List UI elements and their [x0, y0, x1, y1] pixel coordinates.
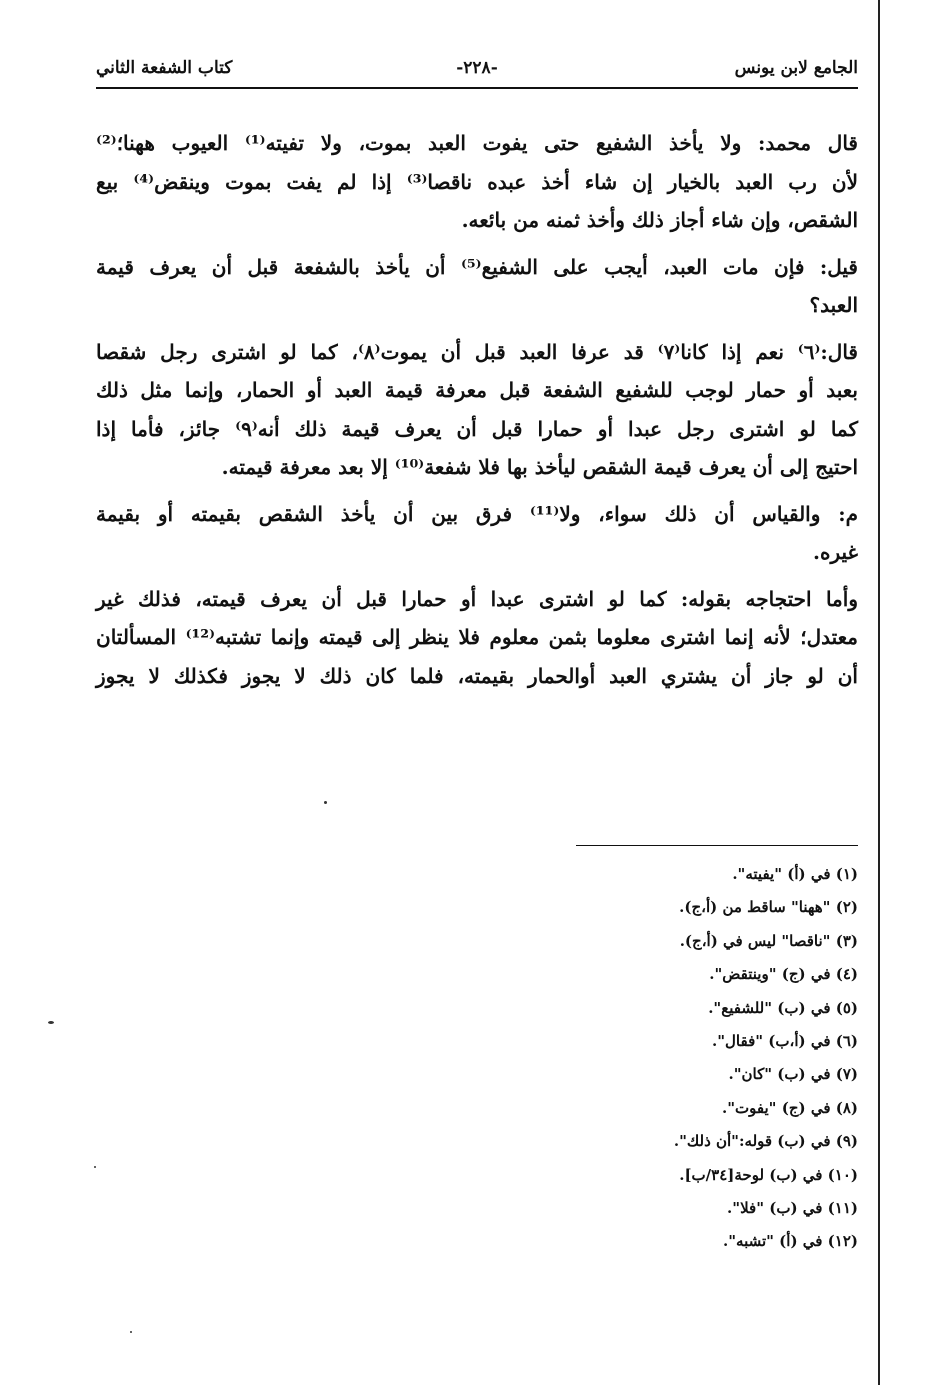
header-book-title: الجامع لابن يونس	[734, 58, 858, 78]
scan-speck	[130, 1331, 132, 1333]
text-line: الشقص، وإن شاء أجاز ذلك وأخذ ثمنه من بائعه.	[461, 208, 858, 232]
footnote-item: (٧) في (ب) "كان".	[728, 1065, 858, 1084]
text-line: كما لو اشترى رجل عبدا أو حمارا قبل أن يعرف قيمة ذلك أنه⁽٩⁾ جائز، فأما إذا	[96, 416, 858, 441]
scan-speck	[48, 1021, 54, 1024]
header-chapter-title: كتاب الشفعة الثاني	[96, 58, 233, 78]
text-line: قيل: فإن مات العبد، أيجب على الشفيع⁽⁵⁾ أن يأخذ بالشفعة قبل أن يعرف قيمة	[96, 254, 858, 279]
scan-speck	[324, 801, 327, 804]
text-line: قال:⁽٦⁾ نعم إذا كانا⁽٧⁾ قد عرفا العبد قبل أن يموت⁽٨⁾، كما لو اشترى رجل شقصا	[96, 339, 858, 364]
main-text	[96, 124, 858, 695]
paragraph-1	[96, 124, 858, 240]
text-line: معتدل؛ لأنه إنما اشترى معلوما بثمن معلوم فلا ينظر إلى قيمته وإنما تشتبه⁽¹²⁾ المسألتان	[96, 625, 858, 649]
header-rule	[96, 87, 858, 89]
text-line: أن لو جاز أن يشتري العبد أوالحمار بقيمته، فلما كان ذلك لا يجوز فكذلك لا يجوز	[96, 663, 858, 688]
paragraph-5	[96, 580, 858, 696]
running-header	[96, 58, 858, 88]
footnote-item: (٩) في (ب) قوله:"أن ذلك".	[673, 1132, 858, 1151]
footnotes	[500, 858, 858, 1259]
text-line: لأن رب العبد بالخيار إن شاء أخذ عبده ناقصا⁽³⁾ إذا لم يفت بموت وينقض⁽⁴⁾ بيع	[96, 169, 858, 194]
footnote-item: (١٢) في (أ) "تشبه".	[722, 1232, 858, 1251]
paragraph-4	[96, 495, 858, 572]
header-page-number: -٢٢٨-	[456, 58, 498, 78]
paragraph-2	[96, 248, 858, 325]
text-line: قال محمد: ولا يأخذ الشفيع حتى يفوت العبد بموت، ولا تفيته⁽¹⁾ العيوب ههنا؛⁽²⁾	[96, 131, 858, 155]
footnote-rule	[576, 845, 858, 846]
text-line: وأما احتجاجه بقوله: كما لو اشترى عبدا أو حمارا قبل أن يعرف قيمته، فذلك غير	[96, 586, 858, 611]
footnote-item: (١١) في (ب) "فلا".	[727, 1199, 858, 1218]
paragraph-3	[96, 333, 858, 487]
text-line: غيره.	[813, 540, 858, 564]
text-line: م: والقياس أن ذلك سواء، ولا⁽¹¹⁾ فرق بين أن يأخذ الشقص بقيمته أو بقيمة	[96, 501, 858, 526]
footnote-item: (١) في (أ) "يفيته".	[732, 865, 858, 883]
page-edge-line	[878, 0, 880, 1385]
footnote-item: (٣) "ناقصا" ليس في (أ،ج).	[679, 931, 858, 950]
footnote-item: (٨) في (ج) "يفوت".	[722, 1098, 858, 1117]
footnote-item: (٥) في (ب) "للشفيع".	[708, 998, 858, 1017]
footnote-item: (٢) "ههنا" ساقط من (أ،ج).	[679, 898, 858, 917]
scan-speck	[94, 1166, 96, 1168]
footnote-item: (٦) في (أ،ب) "فقال".	[711, 1032, 858, 1051]
text-line: احتيج إلى أن يعرف قيمة الشقص ليأخذ بها فلا شفعة⁽¹⁰⁾ إلا بعد معرفة قيمته.	[221, 455, 858, 479]
text-line: العبد؟	[809, 293, 858, 317]
text-line: بعبد أو حمار لوجب للشفيع الشفعة قبل معرفة قيمة العبد أو الحمار، وإنما مثل ذلك	[96, 378, 859, 402]
footnote-item: (١٠) في (ب) لوحة[٣٤/ب].	[679, 1165, 858, 1184]
footnote-item: (٤) في (ج) "وينتقض".	[709, 965, 858, 984]
